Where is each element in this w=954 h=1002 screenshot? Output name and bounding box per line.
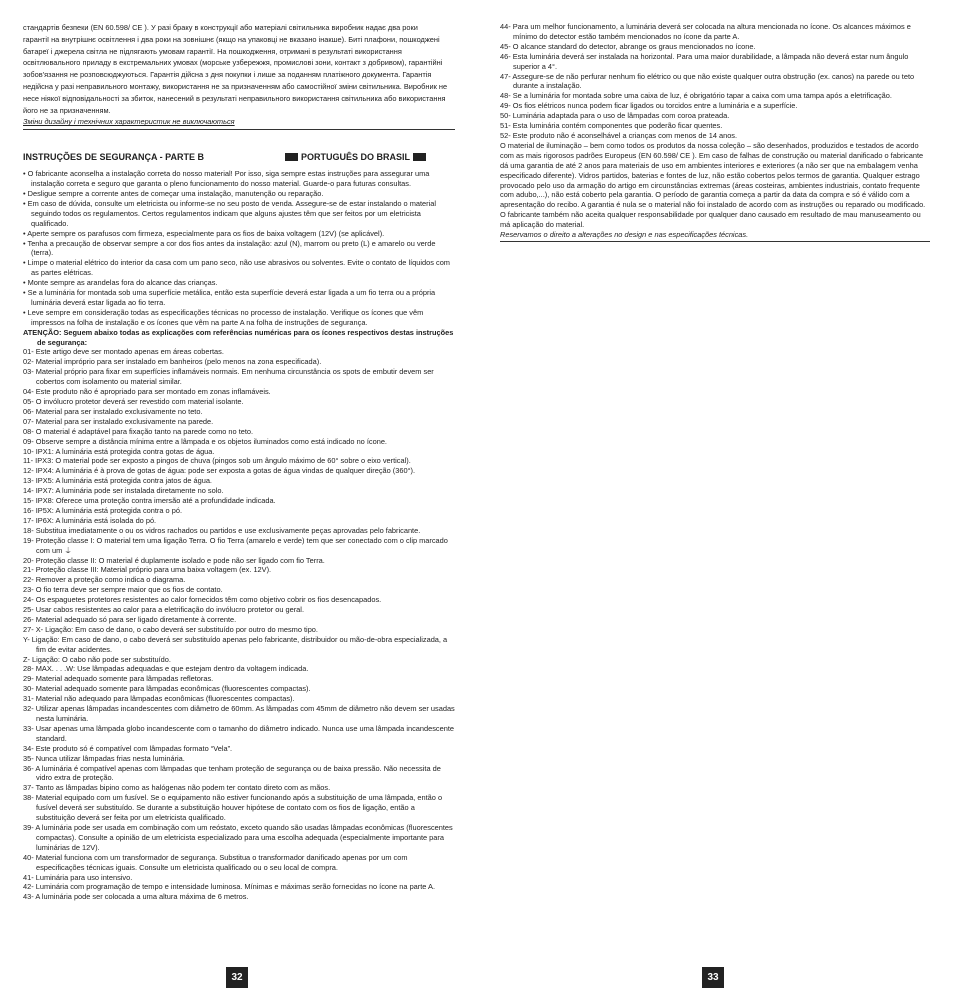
list-item: 29- Material adequado somente para lâmpadas refletoras. [23,674,214,684]
page-number: 33 [702,967,724,988]
list-item: 31- Material não adequado para lâmpadas econômicas (fluorescentes compactas). [23,694,295,704]
uk-note: Зміни дизайну і технічних характеристик не виключаються [23,117,235,127]
list-item: 10- IPX1: A luminária está protegida contra gotas de água. [23,446,215,456]
uk-line: стандартів безпеки (EN 60.598/ CE ). У разі браку в конструкції або матеріалі світильника виробник надає два роки [23,23,418,32]
list-item: 15- IPX8: Oferece uma proteção contra imersão até a profundidade indicada. [23,496,276,506]
list-item: 46- Esta luminária deverá ser instalada na horizontal. Para uma maior durabilidade, a lâmpada não deverá estar num ângulo superior a 4°. [500,51,909,71]
uk-line: освітлювального приладу в екстремальних умовах (морське узбережжя, промислові зони, контакт з добривом), гарантійні [23,58,443,68]
list-item: 27- X- Ligação: Em caso de dano, o cabo deverá ser substituído por outro do mesmo tipo. [23,624,318,634]
list-item: 39- A luminária pode ser usada em combinação com um reóstato, exceto quando são usadas lâmpadas econômicas (fluorescentes compactas). Consulte a opinião de um eletricista especializado para uma escolha adequada (especialmente importante para luminárias de 12V). [23,822,453,852]
list-item: 04- Este produto não é apropriado para ser montado em zonas inflamáveis. [23,387,271,397]
list-item: 42- Luminária com programação de tempo e intensidade luminosa. Mínimas e máximas serão fornecidas no ícone na parte A. [23,882,436,892]
bullet-item: • Monte sempre as arandelas fora do alcance das crianças. [23,278,218,288]
left-page [23,22,455,902]
bullet-item: • Aperte sempre os parafusos com firmeza, especialmente para os fios de baixa voltagem (12V) (se aplicável). [23,228,385,238]
list-item: 47- Assegure-se de não perfurar nenhum fio elétrico ou que não existe qualquer outra obstrução (ex. canos) na parede ou teto durante a instalação. [500,71,915,91]
list-item: 23- O fio terra deve ser sempre maior que os fios de contato. [23,585,223,595]
rights-note: Reservamos o direito a alterações no design e nas especificações técnicas. [500,230,749,240]
list-item: 03- Material próprio para fixar em superfícies inflamáveis normais. Em nenhuma circunstância os spots de embutir devem ser cobertos com isolamento ou material similar. [23,367,434,387]
list-item: Z- Ligação: O cabo não pode ser substituído. [23,654,171,664]
list-item: 26- Material adequado só para ser ligado diretamente à corrente. [23,614,237,624]
uk-line: недійсна у разі неправильного монтажу, використання не за призначенням або самостійної зміни світильника. Виробник не [23,81,448,91]
list-item: 08- O material é adaptável para fixação tanto na parede como no teto. [23,426,254,436]
list-item: 20- Proteção classe II: O material é duplamente isolado e pode não ser ligado com fio Terra. [23,555,325,565]
uk-line: його не за призначенням. [23,105,111,115]
list-item: 32- Utilizar apenas lâmpadas incandescentes com diâmetro de 60mm. As lâmpadas com 45mm de diâmetro não devem ser usadas nesta luminária. [23,704,455,724]
list-item: 21- Proteção classe III: Material próprio para uma baixa voltagem (ex. 12V). [23,565,272,575]
list-item: 01- Este artigo deve ser montado apenas em áreas cobertas. [23,347,224,357]
divider [500,241,930,242]
list-item: 37- Tanto as lâmpadas bipino como as halógenas não podem ter contato direto com as mãos. [23,783,331,793]
list-item: 38- Material equipado com um fusível. Se o equipamento não estiver funcionando após a substituição de uma lâmpada, então o fusível deverá ser substituído. Se durante a substituição houver hipótese de contato com os fios de ligação, então a substituição deverá ser feita por um eletricista qualificado. [23,793,443,823]
list-item: 49- Os fios elétricos nunca podem ficar ligados ou torcidos entre a luminária e a superfície. [500,101,798,111]
bullet-item: • Tenha a precaução de observar sempre a cor dos fios antes da instalação: azul (N), marrom ou preto (L) e amarelo ou verde (terra). [23,238,436,258]
list-item: 43- A luminária pode ser colocada a uma altura máxima de 6 metros. [23,892,249,902]
list-item: 07- Material para ser instalado exclusivamente na parede. [23,416,214,426]
list-item: 18- Substitua imediatamente o ou os vidros rachados ou partidos e use exclusivamente peças aprovadas pelo fabricante. [23,525,421,535]
uk-line: батареї і джерела світла не підлягають умовам гарантії. На пошкодження, отримані в результаті використання [23,46,402,56]
list-item: 13- IPX5: A luminária está protegida contra jatos de água. [23,476,212,486]
list-item: 06- Material para ser instalado exclusivamente no teto. [23,406,203,416]
list-item: 45- O alcance standard do detector, abrange os graus mencionados no ícone. [500,41,756,51]
list-item: 12- IPX4: A luminária é à prova de gotas de água: pode ser exposta a gotas de água vindas de qualquer direção (360°). [23,466,416,476]
list-item: 16- IP5X: A luminária está protegida contra o pó. [23,505,182,515]
right-page [500,22,930,242]
icon-explanation-list [23,347,455,902]
list-item: 33- Usar apenas uma lâmpada globo incandescente com o tamanho do diâmetro indicado. Nunca use uma lâmpada incandescente standard. [23,723,454,743]
list-item: 11- IPX3: O material pode ser exposto a pingos de chuva (pingos sob um ângulo máximo de 60° sobre o eixo vertical). [23,456,411,466]
list-item: 30- Material adequado somente para lâmpadas econômicas (fluorescentes compactas). [23,684,311,694]
list-item: 35- Nunca utilizar lâmpadas frias nesta luminária. [23,753,185,763]
black-bar [413,153,426,161]
section-heading: INSTRUÇÕES DE SEGURANÇA - PARTE B [23,152,205,163]
list-item: 36- A luminária é compatível apenas com lâmpadas que tenham proteção de segurança ou de baixa pressão. Não necessita de vidro extra de proteção. [23,763,441,783]
list-item: 41- Luminária para uso intensivo. [23,872,133,882]
list-item: 52- Este produto não é aconselhável a crianças com menos de 14 anos. [500,130,738,140]
attention-note: ATENÇÃO: Seguem abaixo todas as explicações com referências numéricas para os ícones respectivos destas instruções de segurança: [23,327,454,347]
list-item: 02- Material impróprio para ser instalado em banheiros (pelo menos na zona especificada). [23,357,322,367]
icon-explanation-list-continued [500,22,930,141]
bullet-item: • Em caso de dúvida, consulte um eletricista ou informe-se no seu posto de venda. Assegure-se de estar instalando o material seguindo todos os regulamentos. Certos regulamentos indicam que alguns ajustes têm que ser feitos por um eletricista qualificado. [23,198,436,228]
uk-line: зобов'язання не розповсюджуються. Гарантія дійсна з дня покупки і лише за поданням платіжного документа. Гарантія [23,70,432,80]
list-item: 44- Para um melhor funcionamento, a luminária deverá ser colocada na altura mencionada no ícone. Os alcances máximos e mínimo do detector estão também mencionados no ícone da parte A. [500,22,911,41]
list-item: 09- Observe sempre a distância mínima entre a lâmpada e os objetos iluminados como está indicado no ícone. [23,436,387,446]
list-item: 24- Os espaguetes protetores resistentes ao calor fornecidos têm como objetivo cobrir os fios desencapados. [23,595,382,605]
language-text: PORTUGUÊS DO BRASIL [301,152,411,163]
warranty-paragraph: O material de iluminação – bem como todos os produtos da nossa coleção – são desenhados, produzidos e testados de acordo com as mais rigorosos padrões Europeus (EN 60.598/ CE ). Em caso de falhas de construção ou material danificado o fabricante dá uma garantia de até 2 anos para materiais de uso em ambientes interiores e exteriores (a não ser que na embalagem venha especificado diferente). Vidros partidos, baterias e fontes de luz, não estão cobertos pelos termos de garantia. Qualquer estrago provocado pelo uso da armação do artigo em circunstâncias extremas (áreas costeiras, ambientes industriais, contato frequente com adubo,...), não está coberto pela garantia. O período de garantia começa a partir da data da compra e só é válido com a apresentação do recibo. A garantia é nula se o material não foi instalado de acordo com as instruções ou reparado ou modificado. O fabricante também não aceita qualquer responsabilidade por qualquer dano causado em resultado de mau manuseamento ou má aplicação do material. [500,140,926,230]
list-item: 19- Proteção classe I: O material tem uma ligação Terra. O fio Terra (amarelo e verde) tem que ser conectado com o clip marcado com um ⏚ [23,535,448,555]
divider [23,129,455,130]
ukrainian-warranty [23,22,455,128]
list-item: Y- Ligação: Em caso de dano, o cabo deverá ser substituído apenas pelo fabricante, distribuidor ou mão-de-obra especializada, a fim de evitar acidentes. [23,634,448,654]
bullet-list [23,169,455,347]
page-number: 32 [226,967,248,988]
list-item: 17- IP6X: A luminária está isolada do pó. [23,515,157,525]
list-item: 22- Remover a proteção como indica o diagrama. [23,575,186,585]
uk-line: гарантії на внутрішнє освітлення і два роки на зовнішнє (якщо на упаковці не вказано інакше). Биті плафони, пошкоджені [23,34,440,44]
list-item: 25- Usar cabos resistentes ao calor para a eletrificação do invólucro protetor ou geral. [23,605,304,615]
bullet-item: • Se a luminária for montada sob uma superfície metálica, então esta superfície deverá estar ligada a um fio terra ou a própria luminária deverá estar ligada ao fio terra. [23,288,436,307]
bullet-item: • Leve sempre em consideração todas as especificações técnicas no processo de instalação. Verifique os ícones que vêm impressos na folha de instalação e os ícones que vêm na parte A na folha de instruções de segurança. [23,307,424,327]
bullet-item: • Limpe o material elétrico do interior da casa com um pano seco, não use abrasivos ou solventes. Evite o contato de líquidos com as partes elétricas. [23,258,450,278]
list-item: 40- Material funciona com um transformador de segurança. Substitua o transformador danificado apenas por um com especificações técnicas iguais. Consulte um eletricista qualificado ou o seu local de compra. [23,852,408,872]
list-item: 28- MAX. . . .W: Use lâmpadas adequadas e que estejam dentro da voltagem indicada. [23,664,309,674]
language-label [285,151,426,163]
uk-line: несе ніякої відповідальності за збиток, нанесений в результаті неправильного використання світильника або використання [23,93,446,103]
list-item: 50- Luminária adaptada para o uso de lâmpadas com coroa prateada. [500,111,730,121]
section-heading-row [23,151,455,163]
bullet-item: • Desligue sempre a corrente antes de começar uma instalação, manutenção ou reparação. [23,188,324,198]
list-item: 51- Esta luminária contém componentes que poderão ficar quentes. [500,121,723,131]
list-item: 34- Este produto só é compatível com lâmpadas formato “Vela”. [23,743,233,753]
list-item: 05- O invólucro protetor deverá ser revestido com material isolante. [23,397,244,407]
list-item: 14- IPX7: A luminária pode ser instalada diretamente no solo. [23,486,224,496]
list-item: 48- Se a luminária for montada sobre uma caixa de luz, é obrigatório tapar a caixa com uma tampa após a eletrificação. [500,91,892,101]
bullet-item: • O fabricante aconselha a instalação correta do nosso material! Por isso, siga sempre estas instruções para assegurar uma instalação correta e seguro que garanta o pleno funcionamento do nosso material. Guarde-o para futuras consultas. [23,169,430,189]
black-bar [285,153,298,161]
